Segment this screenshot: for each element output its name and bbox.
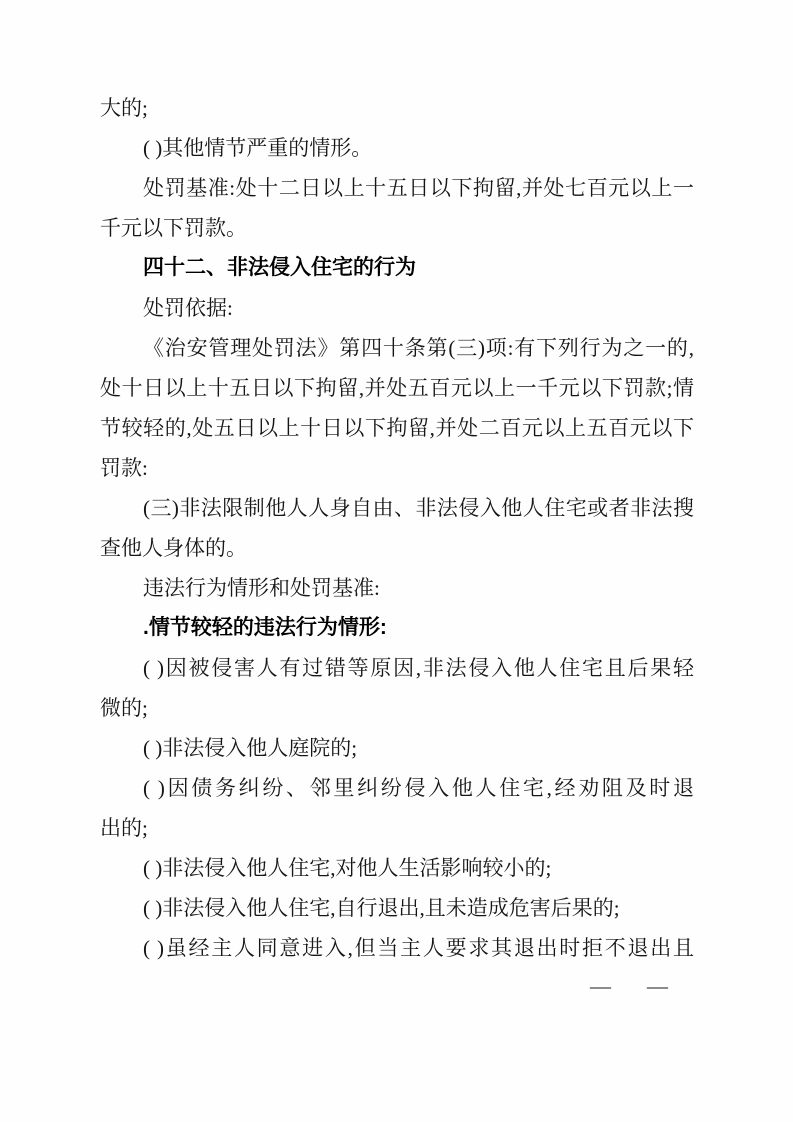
text-line: 出的; bbox=[100, 816, 148, 840]
text-line: 处十日以上十五日以下拘留,并处五百元以上一千元以下罚款;情 bbox=[100, 376, 694, 400]
heading-line: 四十二、非法侵入住宅的行为 bbox=[143, 256, 416, 279]
text-line: 微的; bbox=[100, 696, 148, 720]
text-line: ( )非法侵入他人住宅,自行退出,且未造成危害后果的; bbox=[143, 896, 620, 920]
text-line: ( )非法侵入他人庭院的; bbox=[143, 736, 358, 760]
document-body bbox=[100, 88, 694, 968]
text-line: 处罚基准:处十二日以上十五日以下拘留,并处七百元以上一 bbox=[143, 176, 694, 200]
text-line: 《治安管理处罚法》第四十条第(三)项:有下列行为之一的, bbox=[143, 336, 694, 360]
text-line: ( )其他情节严重的情形。 bbox=[143, 136, 373, 160]
text-line: (三)非法限制他人人身自由、非法侵入他人住宅或者非法搜 bbox=[143, 496, 694, 520]
page-footer bbox=[100, 966, 694, 1006]
text-line: ( )因债务纠纷、邻里纠纷侵入他人住宅,经劝阻及时退 bbox=[143, 776, 694, 800]
text-line: 查他人身体的。 bbox=[100, 536, 247, 560]
heading-line: .情节较轻的违法行为情形: bbox=[143, 616, 387, 639]
text-line: 罚款: bbox=[100, 456, 148, 480]
footer-dash-left: — bbox=[590, 974, 611, 998]
text-line: ( )虽经主人同意进入,但当主人要求其退出时拒不退出且 bbox=[143, 936, 694, 960]
text-line: 大的; bbox=[100, 96, 148, 120]
text-line: ( )非法侵入他人住宅,对他人生活影响较小的; bbox=[143, 856, 552, 880]
text-line: 千元以下罚款。 bbox=[100, 216, 247, 240]
text-line: 处罚依据: bbox=[143, 296, 233, 320]
text-line: 节较轻的,处五日以上十日以下拘留,并处二百元以上五百元以下 bbox=[100, 416, 694, 440]
text-line: 违法行为情形和处罚基准: bbox=[143, 576, 380, 600]
text-line: ( )因被侵害人有过错等原因,非法侵入他人住宅且后果轻 bbox=[143, 656, 694, 680]
footer-dash-right: — bbox=[647, 974, 668, 998]
